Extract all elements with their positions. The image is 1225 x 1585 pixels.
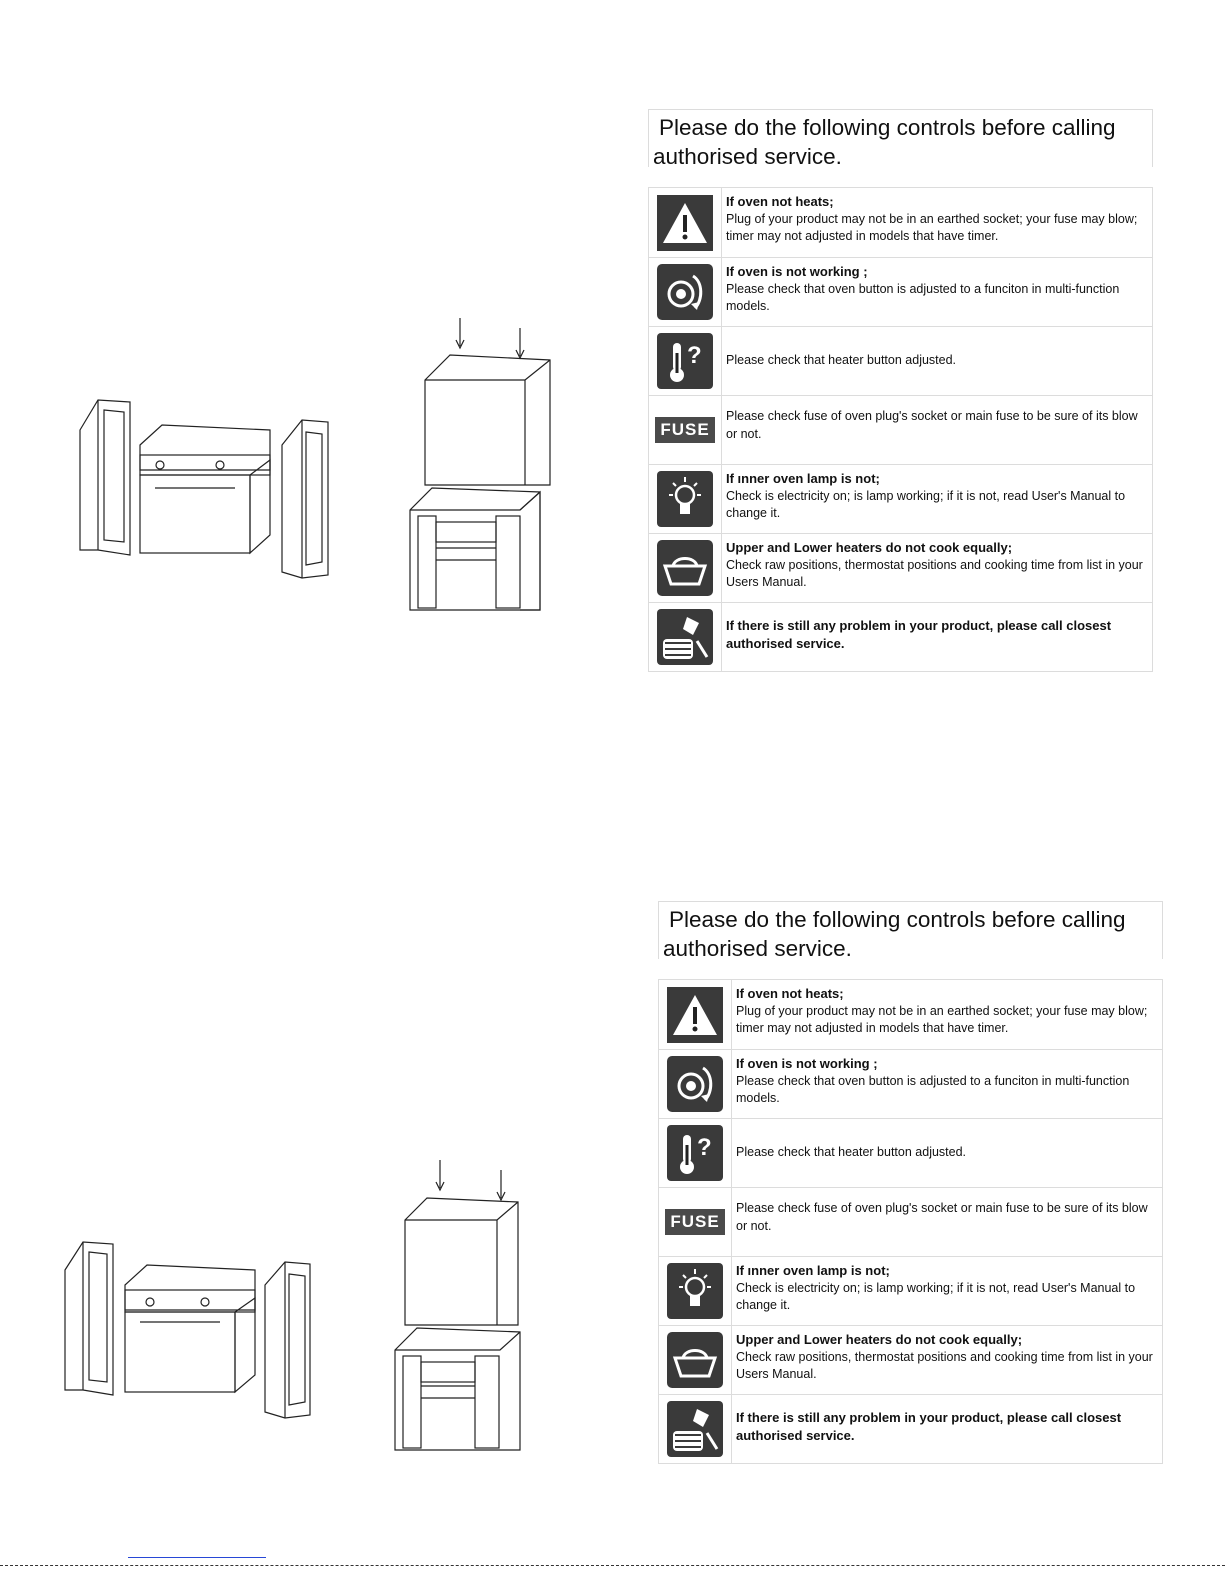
troubleshooting-panel — [648, 109, 1153, 672]
troubleshooting-text — [732, 1119, 970, 1187]
troubleshooting-row — [649, 395, 1152, 464]
troubleshooting-heading: If there is still any problem in your product, please call closest authorised service. — [726, 618, 1112, 651]
troubleshooting-row — [659, 1325, 1162, 1394]
cooking-dish-icon — [649, 534, 722, 602]
troubleshooting-body: Please check fuse of oven plug's socket or main fuse to be sure of its blow or not. — [726, 409, 1138, 441]
oven-knob-icon — [649, 258, 722, 326]
troubleshooting-body: Plug of your product may not be in an earthed socket; your fuse may blow; timer may not adjusted in models that have timer. — [726, 211, 1138, 243]
lamp-icon — [649, 465, 722, 533]
troubleshooting-row — [649, 602, 1152, 671]
oven-knob-icon — [659, 1050, 732, 1118]
troubleshooting-heading: If oven not heats; — [726, 194, 834, 209]
panel-title-line2: authorised service. — [653, 144, 842, 169]
panel-title-line2: authorised service. — [663, 936, 852, 961]
troubleshooting-text — [722, 188, 1152, 257]
warning-icon — [649, 188, 722, 257]
troubleshooting-list — [658, 979, 1163, 1464]
troubleshooting-text — [722, 396, 1152, 464]
troubleshooting-row — [659, 1394, 1162, 1463]
troubleshooting-text — [732, 1395, 1162, 1463]
panel-title — [658, 901, 1163, 959]
troubleshooting-body: Check raw positions, thermostat positions and cooking time from list in your Users Manual. — [726, 557, 1143, 589]
fuse-icon-label: FUSE — [665, 1209, 724, 1235]
troubleshooting-text — [732, 1257, 1162, 1325]
troubleshooting-heading: Upper and Lower heaters do not cook equally; — [726, 540, 1013, 555]
troubleshooting-heading: Upper and Lower heaters do not cook equally; — [736, 1332, 1023, 1347]
panel-title — [648, 109, 1153, 167]
troubleshooting-heading: If oven is not working ; — [736, 1056, 878, 1071]
troubleshooting-text — [732, 1050, 1162, 1118]
troubleshooting-text — [722, 258, 1152, 326]
troubleshooting-body: Plug of your product may not be in an earthed socket; your fuse may blow; timer may not adjusted in models that have timer. — [736, 1003, 1148, 1035]
troubleshooting-row — [659, 1118, 1162, 1187]
troubleshooting-heading: If there is still any problem in your product, please call closest authorised service. — [736, 1410, 1122, 1443]
troubleshooting-body: Check is electricity on; is lamp working; if it is not, read User's Manual to change it. — [726, 488, 1126, 520]
fuse-icon — [659, 1188, 732, 1256]
svg-text:?: ? — [697, 1134, 712, 1161]
warning-icon — [659, 980, 732, 1049]
troubleshooting-text — [722, 603, 1152, 671]
footnote-rule — [128, 1557, 266, 1558]
troubleshooting-heading: If ınner oven lamp is not; — [736, 1263, 890, 1278]
troubleshooting-row — [659, 1256, 1162, 1325]
oven-installation-illustration — [70, 310, 590, 630]
troubleshooting-text — [722, 465, 1152, 533]
panel-title-line1: Please do the following controls before calling — [669, 907, 1126, 932]
troubleshooting-body: Please check fuse of oven plug's socket or main fuse to be sure of its blow or not. — [736, 1201, 1148, 1233]
troubleshooting-list — [648, 187, 1153, 672]
troubleshooting-text — [732, 1326, 1162, 1394]
thermometer-question-icon — [649, 327, 722, 395]
lamp-icon — [659, 1257, 732, 1325]
thermometer-question-icon — [659, 1119, 732, 1187]
troubleshooting-text — [732, 1188, 1162, 1256]
fuse-icon-label: FUSE — [655, 417, 714, 443]
troubleshooting-row — [649, 188, 1152, 257]
service-hand-icon — [659, 1395, 732, 1463]
panel-title-line1: Please do the following controls before calling — [659, 115, 1116, 140]
troubleshooting-body: Please check that heater button adjusted. — [726, 353, 957, 368]
troubleshooting-heading: If ınner oven lamp is not; — [726, 471, 880, 486]
troubleshooting-panel — [658, 901, 1163, 1464]
troubleshooting-heading: If oven is not working ; — [726, 264, 868, 279]
troubleshooting-row — [649, 257, 1152, 326]
cooking-dish-icon — [659, 1326, 732, 1394]
troubleshooting-body: Check is electricity on; is lamp working; if it is not, read User's Manual to change it. — [736, 1280, 1136, 1312]
troubleshooting-row — [649, 464, 1152, 533]
troubleshooting-heading: If oven not heats; — [736, 986, 844, 1001]
troubleshooting-text — [732, 980, 1162, 1049]
troubleshooting-row — [659, 980, 1162, 1049]
troubleshooting-text — [722, 327, 960, 395]
page-break-line — [0, 1565, 1225, 1566]
troubleshooting-row — [649, 533, 1152, 602]
troubleshooting-body: Check raw positions, thermostat positions and cooking time from list in your Users Manual. — [736, 1349, 1153, 1381]
troubleshooting-body: Please check that oven button is adjusted to a funciton in multi-function models. — [726, 281, 1120, 313]
svg-text:?: ? — [687, 342, 702, 369]
oven-installation-illustration — [55, 1150, 575, 1470]
troubleshooting-body: Please check that oven button is adjusted to a funciton in multi-function models. — [736, 1073, 1130, 1105]
troubleshooting-row — [649, 326, 1152, 395]
troubleshooting-body: Please check that heater button adjusted. — [736, 1145, 967, 1160]
troubleshooting-row — [659, 1187, 1162, 1256]
fuse-icon — [649, 396, 722, 464]
service-hand-icon — [649, 603, 722, 671]
troubleshooting-text — [722, 534, 1152, 602]
troubleshooting-row — [659, 1049, 1162, 1118]
